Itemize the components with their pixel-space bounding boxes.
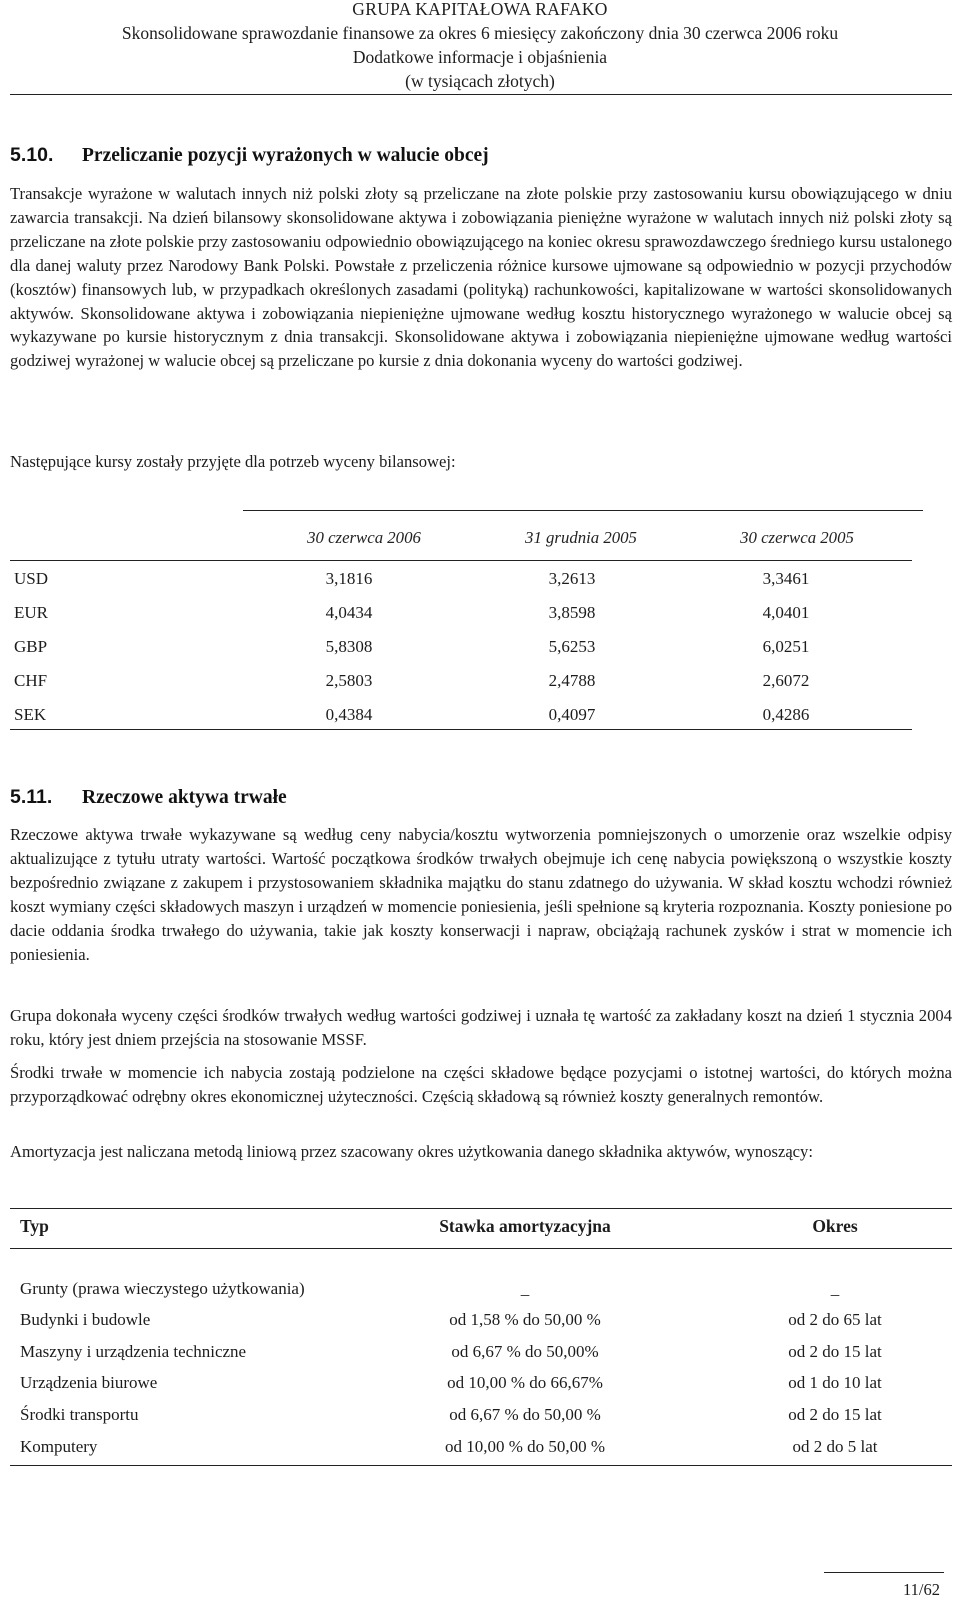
currency-code: CHF	[14, 671, 48, 690]
footer-divider	[824, 1572, 944, 1573]
useful-life: od 2 do 5 lat	[792, 1437, 878, 1456]
asset-type: Budynki i budowle	[20, 1310, 151, 1329]
page-number: 11/62	[903, 1580, 940, 1599]
useful-life: od 2 do 15 lat	[788, 1342, 882, 1361]
header-divider	[10, 94, 952, 95]
useful-life: od 2 do 65 lat	[788, 1310, 882, 1329]
section-number: 5.11.	[10, 786, 53, 808]
rate-value: 0,4384	[325, 705, 373, 724]
table-row	[10, 569, 912, 603]
section-title: Przeliczanie pozycji wyrażonych w walucie obcej	[82, 145, 489, 166]
column-header: Stawka amortyzacyjna	[439, 1216, 611, 1236]
fixed-assets-paragraph-3: Środki trwałe w momencie ich nabycia zostają podzielone na części składowe będące pozycjami o istotnej wartości, do których można przyporządkować odrębny okres ekonomicznej użyteczności. Częścią składową są również koszty generalnych remontów.	[10, 1063, 952, 1106]
rate-value: 2,6072	[762, 671, 810, 690]
table-row	[10, 1373, 952, 1403]
table-top-rule	[243, 510, 923, 511]
page-header	[0, 0, 960, 93]
table-row	[10, 1405, 952, 1435]
section-heading-5-11	[10, 786, 287, 809]
table-row	[10, 1310, 952, 1340]
rate-value: 3,1816	[325, 569, 373, 588]
table-bottom-rule	[10, 729, 912, 730]
table-row	[10, 1437, 952, 1467]
table-header-row	[10, 528, 912, 556]
depreciation-rate: od 1,58 % do 50,00 %	[449, 1310, 601, 1329]
useful-life: od 1 do 10 lat	[788, 1373, 882, 1392]
rate-value: 6,0251	[762, 637, 810, 656]
column-header: 31 grudnia 2005	[525, 528, 637, 547]
asset-type: Komputery	[20, 1437, 98, 1456]
table-row	[10, 1279, 952, 1309]
rate-value: 2,5803	[325, 671, 373, 690]
asset-type: Maszyny i urządzenia techniczne	[20, 1342, 247, 1361]
rate-value: 0,4097	[548, 705, 596, 724]
table-top-rule	[10, 1208, 952, 1209]
currency-code: GBP	[14, 637, 48, 656]
rate-value: 2,4788	[548, 671, 596, 690]
table-row	[10, 705, 912, 739]
report-subtitle: Dodatkowe informacje i objaśnienia	[352, 47, 608, 67]
fixed-assets-paragraph-2: Grupa dokonała wyceny części środków trwałych według wartości godziwej i uznała tę wartość za zakładany koszt na dzień 1 stycznia 2004 roku, który jest dniem przejścia na stosowanie MSSF.	[10, 1006, 952, 1049]
column-header: 30 czerwca 2005	[740, 528, 854, 547]
rate-value: 4,0401	[762, 603, 810, 622]
column-header: Typ	[20, 1216, 49, 1236]
asset-type: Grunty (prawa wieczystego użytkowania)	[20, 1279, 305, 1298]
column-header: 30 czerwca 2006	[307, 528, 421, 547]
rate-value: 3,2613	[548, 569, 596, 588]
column-header: Okres	[812, 1216, 858, 1236]
fixed-assets-paragraph-1: Rzeczowe aktywa trwałe wykazywane są według ceny nabycia/kosztu wytworzenia pomniejszonych o umorzenie oraz wszelkie odpisy aktualizujące z tytułu utraty wartości. Wartość początkowa środków trwałych obejmuje ich cenę nabycia powiększoną o wszystkie koszty bezpośrednio związane z zakupem i przystosowaniem składnika majątku do stanu zdatnego do używania. W skład kosztu wchodzi również koszt wymiany części składowych maszyn i urządzeń w momencie poniesienia, jeśli spełnione są kryteria rozpoznania. Koszty poniesione po dacie oddania środka trwałego do używania, takie jak koszty konserwacji i napraw, obciążają rachunek zysków i strat w momencie ich poniesienia.	[10, 825, 952, 964]
section-heading-5-10	[10, 144, 489, 167]
report-units: (w tysiącach złotych)	[405, 71, 555, 91]
depreciation-rate: od 6,67 % do 50,00%	[451, 1342, 599, 1361]
table-row	[10, 671, 912, 705]
table-header-row	[10, 1216, 952, 1242]
rates-intro: Następujące kursy zostały przyjęte dla potrzeb wyceny bilansowej:	[10, 452, 456, 471]
depreciation-rate: od 6,67 % do 50,00 %	[449, 1405, 601, 1424]
asset-type: Urządzenia biurowe	[20, 1373, 158, 1392]
table-row	[10, 1342, 952, 1372]
rate-value: 3,8598	[548, 603, 596, 622]
rate-value: 3,3461	[762, 569, 810, 588]
report-title: Skonsolidowane sprawozdanie finansowe za okres 6 miesięcy zakończony dnia 30 czerwca 2006 roku	[121, 23, 839, 43]
useful-life: od 2 do 15 lat	[788, 1405, 882, 1424]
table-row	[10, 603, 912, 637]
rate-value: 0,4286	[762, 705, 810, 724]
depreciation-rate: od 10,00 % do 66,67%	[447, 1373, 603, 1392]
useful-life: _	[830, 1279, 840, 1298]
section-title: Rzeczowe aktywa trwałe	[82, 787, 287, 808]
table-bottom-rule	[10, 1465, 952, 1466]
currency-code: SEK	[14, 705, 47, 724]
depreciation-rate: od 10,00 % do 50,00 %	[444, 1437, 606, 1456]
header-rule	[10, 560, 912, 561]
depreciation-rate: _	[520, 1279, 530, 1298]
section-number: 5.10.	[10, 144, 54, 166]
header-rule	[10, 1248, 952, 1249]
fixed-assets-paragraph-4: Amortyzacja jest naliczana metodą liniową przez szacowany okres użytkowania danego składnika aktywów, wynoszący:	[10, 1142, 813, 1161]
rate-value: 5,6253	[548, 637, 596, 656]
currency-paragraph: Transakcje wyrażone w walutach innych niż polski złoty są przeliczane na złote polskie przy zastosowaniu kursu obowiązującego w dniu zawarcia transakcji. Na dzień bilansowy skonsolidowane aktywa i zobowiązania pieniężne wyrażone w walutach innych niż polski złoty są przeliczane na złote polskie przy zastosowaniu odpowiednio obowiązującego na koniec okresu sprawozdawczego średniego kursu ustalonego dla danej waluty przez Narodowy Bank Polski. Powstałe z przeliczenia różnice kursowe ujmowane są odpowiednio w pozycji przychodów (kosztów) finansowych lub, w przypadkach określonych zasadami (polityką) rachunkowości, kapitalizowane w wartości skonsolidowanych aktywów. Skonsolidowane aktywa i zobowiązania niepieniężne ujmowane według kosztu historycznego wyrażonego w walucie obcej są wykazywane po kursie historycznym z dnia transakcji. Skonsolidowane aktywa i zobowiązania niepieniężne ujmowane według wartości godziwej wyrażonej w walucie obcej są przeliczane po kursie z dnia dokonania wyceny do wartości godziwej.	[10, 184, 952, 371]
currency-code: EUR	[14, 603, 48, 622]
rate-value: 4,0434	[325, 603, 373, 622]
rate-value: 5,8308	[325, 637, 373, 656]
company-name: GRUPA KAPITAŁOWA RAFAKO	[352, 0, 608, 19]
table-row	[10, 637, 912, 671]
asset-type: Środki transportu	[20, 1405, 139, 1424]
currency-code: USD	[14, 569, 49, 588]
